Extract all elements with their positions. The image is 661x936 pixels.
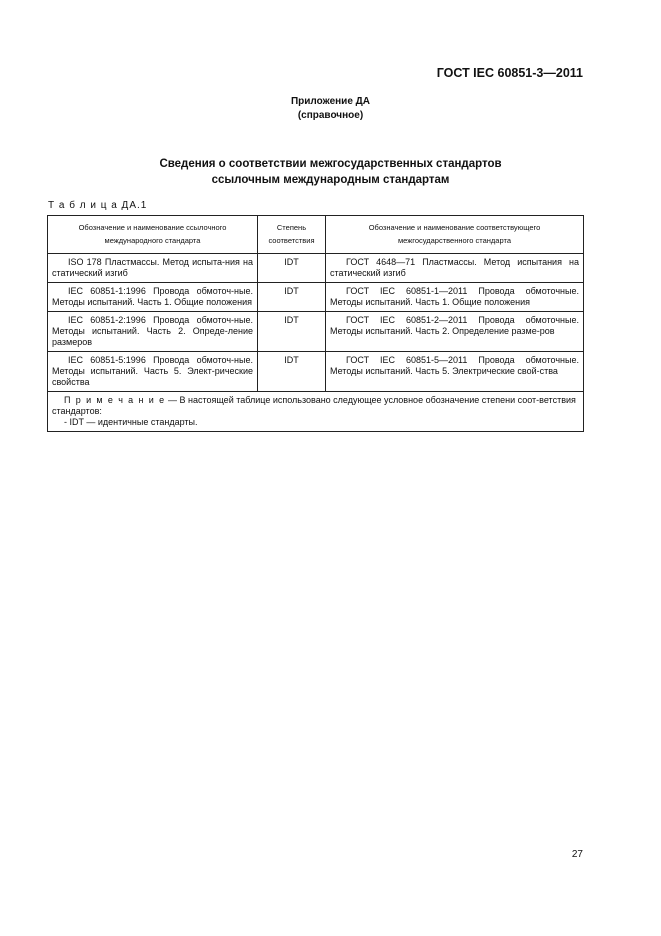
table-row bbox=[48, 254, 584, 283]
document-code: ГОСТ IEC 60851-3—2011 bbox=[436, 66, 583, 80]
header-national-standard: Обозначение и наименование соответствующего межгосударственного стандарта bbox=[326, 216, 584, 254]
annex-subtitle: (справочное) bbox=[297, 110, 364, 121]
cell-degree: IDT bbox=[258, 254, 326, 283]
correspondence-table bbox=[47, 215, 584, 432]
table-note bbox=[48, 392, 584, 432]
cell-national-standard: ГОСТ IEC 60851-2—2011 Провода обмоточные. Методы испытаний. Часть 2. Определение разме-ров bbox=[326, 312, 584, 352]
note-label: П р и м е ч а н и е bbox=[64, 395, 166, 405]
page-number: 27 bbox=[571, 849, 583, 860]
cell-degree: IDT bbox=[258, 312, 326, 352]
cell-intl-standard: IEC 60851-1:1996 Провода обмоточ-ные. Методы испытаний. Часть 1. Общие положения bbox=[48, 283, 258, 312]
heading-line-2: ссылочным международным стандартам bbox=[211, 174, 450, 186]
note-paragraph bbox=[52, 395, 579, 417]
table-row bbox=[48, 352, 584, 392]
table-header-row bbox=[48, 216, 584, 254]
table-row bbox=[48, 283, 584, 312]
heading-line-1: Сведения о соответствии межгосударственных стандартов bbox=[159, 158, 502, 170]
cell-intl-standard: ISO 178 Пластмассы. Метод испыта-ния на статический изгиб bbox=[48, 254, 258, 283]
cell-degree: IDT bbox=[258, 283, 326, 312]
table-row bbox=[48, 312, 584, 352]
annex-title: Приложение ДА bbox=[290, 96, 371, 107]
header-degree: Степень соответствия bbox=[258, 216, 326, 254]
cell-national-standard: ГОСТ 4648—71 Пластмассы. Метод испытания на статический изгиб bbox=[326, 254, 584, 283]
cell-intl-standard: IEC 60851-5:1996 Провода обмоточ-ные. Методы испытаний. Часть 5. Элект-рические свойства bbox=[48, 352, 258, 392]
cell-national-standard: ГОСТ IEC 60851-1—2011 Провода обмоточные. Методы испытаний. Часть 1. Общие положения bbox=[326, 283, 584, 312]
annex-title-block bbox=[0, 95, 661, 123]
cell-degree: IDT bbox=[258, 352, 326, 392]
table-caption: Т а б л и ц а ДА.1 bbox=[48, 200, 148, 211]
section-heading bbox=[0, 156, 661, 188]
cell-national-standard: ГОСТ IEC 60851-5—2011 Провода обмоточные. Методы испытаний. Часть 5. Электрические свой-ства bbox=[326, 352, 584, 392]
note-text: — В настоящей таблице использовано следующее условное обозначение степени соот-ветствия стандартов: bbox=[52, 395, 576, 416]
table-note-row bbox=[48, 392, 584, 432]
header-intl-standard: Обозначение и наименование ссылочного международного стандарта bbox=[48, 216, 258, 254]
note-item: - IDT — идентичные стандарты. bbox=[64, 417, 198, 427]
cell-intl-standard: IEC 60851-2:1996 Провода обмоточ-ные. Методы испытаний. Часть 2. Опреде-ление размеров bbox=[48, 312, 258, 352]
